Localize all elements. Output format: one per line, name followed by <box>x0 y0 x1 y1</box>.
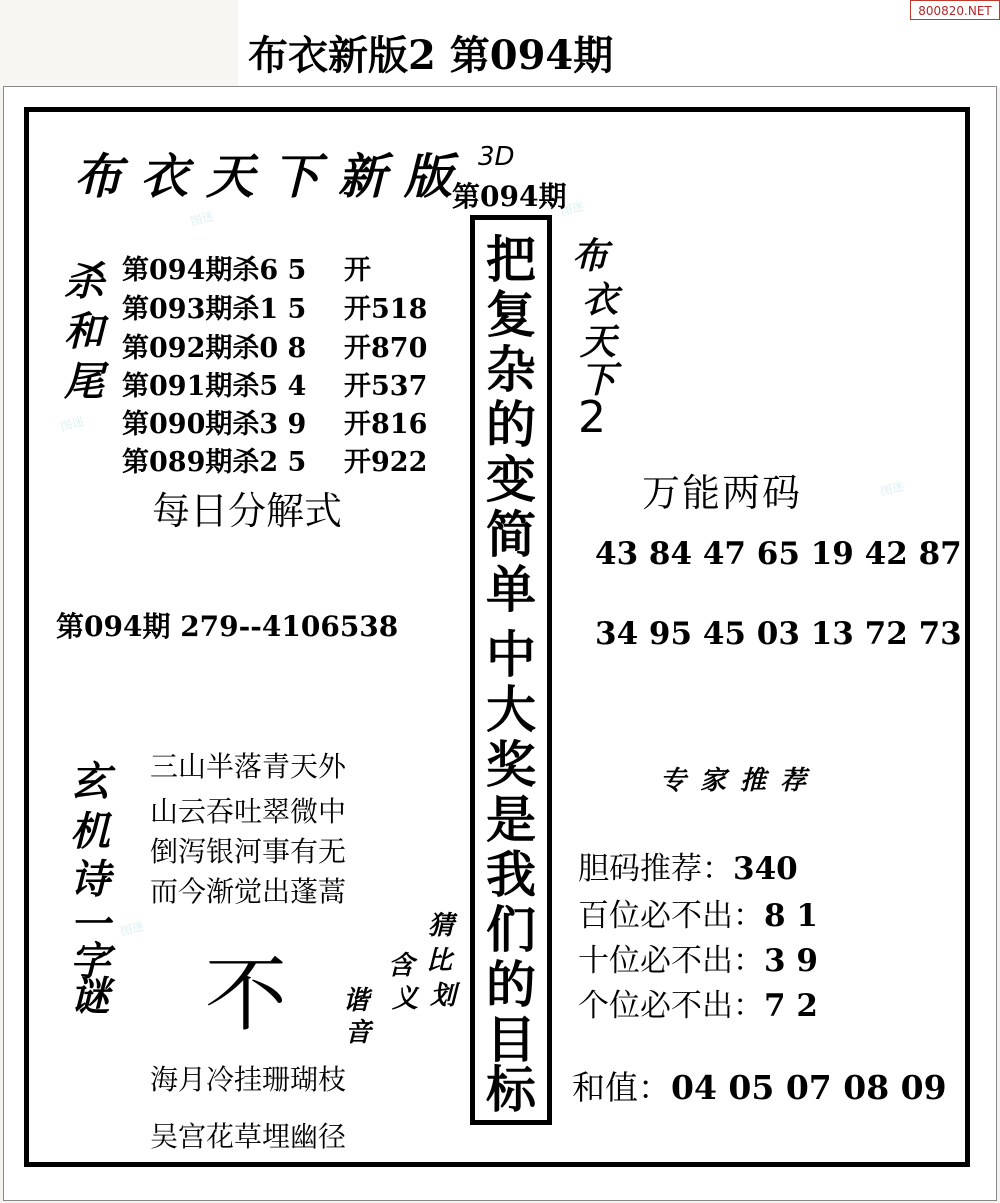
poem-line: 倒泻银河事有无 <box>150 835 347 868</box>
poem-label-char: 一 <box>70 901 110 948</box>
watermark-decoration: 图迷 <box>58 414 86 434</box>
kill-tail-row <box>122 402 427 441</box>
kill-tail-issue: 第092期杀0 8 <box>122 333 307 364</box>
kill-tail-label-char: 和 <box>64 308 104 355</box>
watermark-decoration: 图迷 <box>188 209 216 229</box>
hint-char: 谐 <box>343 986 370 1016</box>
kill-tail-issue: 第091期杀5 4 <box>122 371 307 402</box>
page-title: 布衣新版2 第094期 <box>248 32 614 79</box>
slogan-char: 复 <box>486 285 536 344</box>
hint-char: 猜 <box>428 911 455 941</box>
watermark-decoration: 图迷 <box>878 479 906 499</box>
hint-char: 义 <box>392 984 419 1014</box>
slogan-char: 把 <box>486 230 536 289</box>
brand2-number: 2 <box>578 392 606 443</box>
kill-tail-label-char: 杀 <box>64 258 104 305</box>
wanneng-title: 万能两码 <box>642 471 803 515</box>
expert-row <box>578 890 818 935</box>
slogan-char: 简 <box>486 505 536 564</box>
expert-title: 专家推荐 <box>660 766 821 796</box>
kill-tail-open: 开 <box>344 255 371 286</box>
kill-tail-issue: 第090期杀3 9 <box>122 409 307 440</box>
brand-issue-label: 第094期 <box>452 180 567 213</box>
header-left-panel <box>0 0 238 88</box>
kill-tail-issue: 第094期杀6 5 <box>122 255 307 286</box>
brand2-char: 衣 <box>582 279 619 321</box>
kill-tail-row <box>122 248 371 287</box>
sum-value-row <box>572 1062 947 1109</box>
expert-value: 7 2 <box>764 988 818 1024</box>
expert-value: 340 <box>733 851 798 887</box>
kill-tail-open: 开870 <box>344 333 428 364</box>
expert-value: 8 1 <box>764 898 818 934</box>
slogan-char: 单 <box>486 560 536 619</box>
slogan-char: 标 <box>486 1060 536 1119</box>
hint-char: 划 <box>430 981 457 1011</box>
daily-formula-line: 第094期 279--4106538 <box>56 610 399 643</box>
wanneng-row-1: 43 84 47 65 19 42 87 <box>595 536 962 572</box>
kill-tail-open: 开518 <box>344 294 428 325</box>
poem-label-char: 字 <box>70 938 110 985</box>
sum-value: 04 05 07 08 09 <box>671 1068 947 1107</box>
slogan-char: 的 <box>486 395 536 454</box>
expert-row <box>578 935 818 980</box>
poem-line: 山云吞吐翠微中 <box>150 795 347 828</box>
kill-tail-issue: 第093期杀1 5 <box>122 294 307 325</box>
slogan-char: 杂 <box>486 340 536 399</box>
kill-tail-row <box>122 440 427 479</box>
watermark-decoration: 图迷 <box>118 919 146 939</box>
kill-tail-row <box>122 287 427 326</box>
brand-3d-label: 3D <box>478 142 515 172</box>
brand2-char: 天 <box>580 321 617 363</box>
slogan-char: 变 <box>486 450 536 509</box>
slogan-char: 的 <box>486 955 536 1014</box>
wanneng-row-2: 34 95 45 03 13 72 73 <box>595 616 962 652</box>
brand2-char: 布 <box>572 235 609 277</box>
slogan-char: 奖 <box>486 735 536 794</box>
site-watermark-tag: 800820.NET <box>910 0 1000 20</box>
poem-label-char: 谜 <box>70 973 110 1020</box>
poem-line: 三山半落青天外 <box>150 750 347 783</box>
expert-label: 个位必不出： <box>578 988 764 1024</box>
sum-label: 和值： <box>572 1068 671 1107</box>
kill-tail-open: 开816 <box>344 409 428 440</box>
kill-tail-row <box>122 364 427 403</box>
slogan-char: 大 <box>486 680 536 739</box>
slogan-char: 们 <box>486 900 536 959</box>
brand2-char: 下 <box>580 359 617 401</box>
brand-title: 布衣天下新版 <box>74 149 471 205</box>
poem-extra-line: 海月冷挂珊瑚枝 <box>150 1063 347 1096</box>
daily-formula-title: 每日分解式 <box>152 489 343 533</box>
hint-char: 含 <box>388 951 415 981</box>
poem-line: 而今渐觉出蓬蒿 <box>150 875 347 908</box>
kill-tail-open: 开537 <box>344 371 428 402</box>
expert-label: 百位必不出： <box>578 898 764 934</box>
kill-tail-issue: 第089期杀2 5 <box>122 447 307 478</box>
poem-label-char: 机 <box>70 808 110 855</box>
kill-tail-row <box>122 326 427 365</box>
expert-label: 胆码推荐： <box>578 851 733 887</box>
slogan-char: 目 <box>486 1010 536 1069</box>
expert-value: 3 9 <box>764 943 818 979</box>
poem-label-char: 诗 <box>70 856 110 903</box>
slogan-char: 我 <box>486 845 536 904</box>
slogan-char: 是 <box>486 790 536 849</box>
hint-char: 音 <box>345 1018 372 1048</box>
riddle-answer: 不 <box>205 948 288 1043</box>
expert-row <box>578 980 818 1025</box>
poem-label-char: 玄 <box>70 758 110 805</box>
kill-tail-open: 开922 <box>344 447 428 478</box>
kill-tail-label-char: 尾 <box>64 358 104 405</box>
slogan-char: 中 <box>486 625 536 684</box>
watermark-decoration: 图迷 <box>558 199 586 219</box>
hint-char: 比 <box>426 946 453 976</box>
poem-extra-line: 吴宫花草埋幽径 <box>150 1120 347 1153</box>
expert-row <box>578 843 798 888</box>
expert-label: 十位必不出： <box>578 943 764 979</box>
